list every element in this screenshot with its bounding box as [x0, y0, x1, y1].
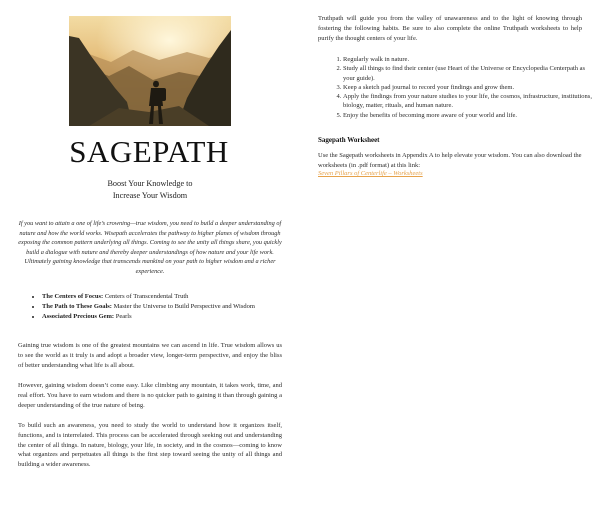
worksheet-paragraph: Use the Sagepath worksheets in Appendix A to help elevate your wisdom. You can also download the worksheets (in .pdf format) at this link: [318, 152, 582, 169]
right-intro-paragraph: Truthpath will guide you from the valley of unawareness and to the light of knowing through fostering the following habits. Be sure to also complete the online Truthpath worksheets to help purify the thought centers of your life. [318, 15, 582, 42]
fact-value: Master the Universe to Build Perspective and Wisdom [111, 302, 255, 310]
habit-step: 4. Apply the findings from your nature studies to your life, the cosmos, infrastructure, institutions, biology, matter, rituals, and human nature. [343, 92, 595, 111]
fact-label: The Centers of Focus: [42, 293, 104, 300]
body-paragraph: However, gaining wisdom doesn’t come easy. Like climbing any mountain, it takes work, time, and real effort. You have to earn wisdom and there is no quicker path to gaining it than through gaining a deeper understanding of the true nature of being. [18, 382, 282, 409]
habit-step: 1. Regularly walk in nature. [343, 55, 595, 64]
hero-photo-graphic [69, 16, 231, 126]
fact-label: The Path to These Goals: [42, 302, 112, 310]
worksheet-heading: Sagepath Worksheet [318, 136, 380, 144]
key-facts-list [30, 292, 292, 321]
habit-step: 2. Study all things to find their center (use Heart of the Universe or Encyclopedia Centerpath as your guide). [343, 64, 595, 83]
fact-value: Pearls [114, 312, 132, 320]
fact-value: Centers of Transcendental Truth [103, 293, 189, 300]
body-paragraph: To build such an awareness, you need to study the world to understand how it organizes itself, functions, and is interrelated. This process can be accelerated through seeking out and understanding the center of all things. In nature, biology, your life, in society, and in the cosmos—coming to know what organizes and perpetuates all things is the first step toward seeing the unity of all things and building a wider awareness. [18, 422, 282, 469]
page-subtitle [60, 178, 240, 201]
intro-paragraph: If you want to attain a one of life’s crowning—true wisdom, you need to build a deeper understanding of nature and how the world works. Wisepath accelerates the pathway to higher planes of wisdom through exposing the common pattern underlying all things. Coming to see the unity all things share, you quickly build a dialogue with nature and thereby deeper understandings of how nature and your life work. Ultimately gaining knowledge that transcends mankind on your path to higher wisdom and a richer experience. [18, 220, 282, 275]
page-title: SAGEPATH [69, 134, 229, 169]
fact-item-gem [42, 312, 292, 322]
habit-steps-list [330, 55, 595, 120]
fact-item-centers [42, 292, 292, 302]
fact-label: Associated Precious Gem: [42, 312, 115, 320]
habit-step: 5. Enjoy the benefits of becoming more aware of your world and life. [343, 111, 595, 120]
habit-step: 3. Keep a sketch pad journal to record your findings and grow them. [343, 83, 595, 92]
subtitle-line: Increase Your Wisdom [112, 190, 188, 200]
body-paragraph: Gaining true wisdom is one of the greatest mountains we can ascend in life. True wisdom allows us to see the world as it truly is and adopt a broader view, longer-term perspective, and enjoy the bliss of better understanding what life is all about. [18, 342, 282, 369]
subtitle-line: Boost Your Knowledge to [107, 179, 193, 188]
fact-item-path [42, 302, 292, 312]
hero-photo-hiker-mountains [69, 16, 231, 126]
worksheet-download-link[interactable]: Seven Pillars of Centerlife – Worksheets [318, 170, 423, 177]
